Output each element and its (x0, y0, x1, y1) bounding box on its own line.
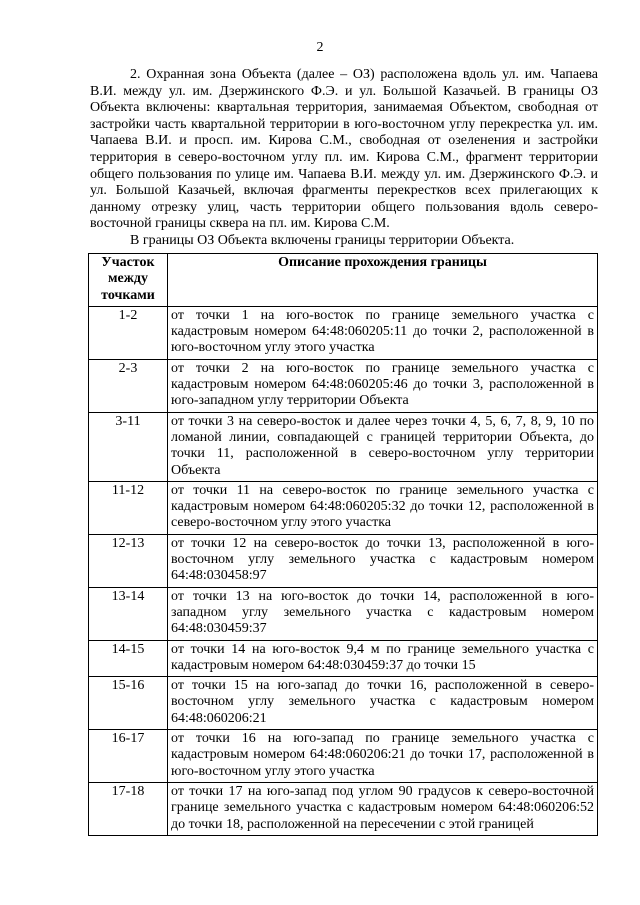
segment-cell: 14-15 (89, 640, 168, 677)
segment-cell: 13-14 (89, 587, 168, 640)
table-row (89, 306, 598, 359)
page-number: 2 (316, 40, 324, 55)
table-row (89, 534, 598, 587)
segment-cell: 1-2 (89, 306, 168, 359)
table-row (89, 730, 598, 783)
segment-cell: 15-16 (89, 677, 168, 730)
table-row (89, 782, 598, 835)
header-description: Описание прохождения границы (168, 254, 598, 307)
description-cell: от точки 17 на юго-запад под углом 90 градусов к северо-восточной границе земельного участка с кадастровым номером 64:48:060206:52 до точки 18, расположенной на пересечении с этой границей (168, 782, 598, 835)
description-cell: от точки 12 на северо-восток до точки 13, расположенной в юго-восточном углу земельного участка с кадастровым номером 64:48:030458:97 (168, 534, 598, 587)
segment-cell: 16-17 (89, 730, 168, 783)
description-cell: от точки 15 на юго-запад до точки 16, расположенной в северо-восточном углу земельного участка с кадастровым номером 64:48:060206:21 (168, 677, 598, 730)
table-row (89, 587, 598, 640)
boundary-table (88, 253, 598, 836)
paragraph-object-territory: В границы ОЗ Объекта включены границы территории Объекта. (130, 232, 515, 248)
description-cell: от точки 1 на юго-восток по границе земельного участка с кадастровым номером 64:48:060205:11 до точки 2, расположенной в юго-восточном углу этого участка (168, 306, 598, 359)
body-text (90, 67, 598, 250)
description-cell: от точки 16 на юго-запад по границе земельного участка с кадастровым номером 64:48:060206:21 до точки 17, расположенной в юго-восточном углу этого участка (168, 730, 598, 783)
table-row (89, 677, 598, 730)
description-cell: от точки 14 на юго-восток 9,4 м по границе земельного участка с кадастровым номером 64:48:030459:37 до точки 15 (168, 640, 598, 677)
table-row (89, 359, 598, 412)
segment-cell: 3-11 (89, 412, 168, 481)
header-segment: Участок между точками (89, 254, 168, 307)
table-header-row (89, 254, 598, 307)
paragraph-protection-zone: 2. Охранная зона Объекта (далее – ОЗ) расположена вдоль ул. им. Чапаева В.И. между ул. им. Дзержинского Ф.Э. и ул. Большой Казачьей. В границы ОЗ Объекта включены: квартальная территория, занимаемая Объектом, свободная от застройки часть квартальной территории в юго-восточном углу перекрестка ул. им. Чапаева В.И. и просп. им. Кирова С.М., свободная от озеленения и застройки территория в северо-восточном углу пл. им. Кирова С.М., фрагмент территории общего пользования по улице им. Чапаева В.И. между ул. им. Дзержинского Ф.Э. и ул. Большой Казачьей, включая фрагменты перекрестков всех прилегающих к данному отрезку улиц, часть территории общего пользования вдоль северо-восточной границы сквера на пл. им. Кирова С.М. (90, 67, 598, 232)
table-row (89, 640, 598, 677)
segment-cell: 11-12 (89, 481, 168, 534)
segment-cell: 12-13 (89, 534, 168, 587)
table-row (89, 412, 598, 481)
description-cell: от точки 13 на юго-восток до точки 14, расположенной в юго-западном углу земельного участка с кадастровым номером 64:48:030459:37 (168, 587, 598, 640)
description-cell: от точки 11 на северо-восток по границе земельного участка с кадастровым номером 64:48:060205:32 до точки 12, расположенной в северо-восточном углу этого участка (168, 481, 598, 534)
table-row (89, 481, 598, 534)
description-cell: от точки 3 на северо-восток и далее через точки 4, 5, 6, 7, 8, 9, 10 по ломаной линии, совпадающей с границей территории Объекта, до точки 11, расположенной в северо-восточном углу территории Объекта (168, 412, 598, 481)
segment-cell: 2-3 (89, 359, 168, 412)
description-cell: от точки 2 на юго-восток по границе земельного участка с кадастровым номером 64:48:060205:46 до точки 3, расположенной в юго-западном углу территории Объекта (168, 359, 598, 412)
table-body (89, 306, 598, 835)
segment-cell: 17-18 (89, 782, 168, 835)
